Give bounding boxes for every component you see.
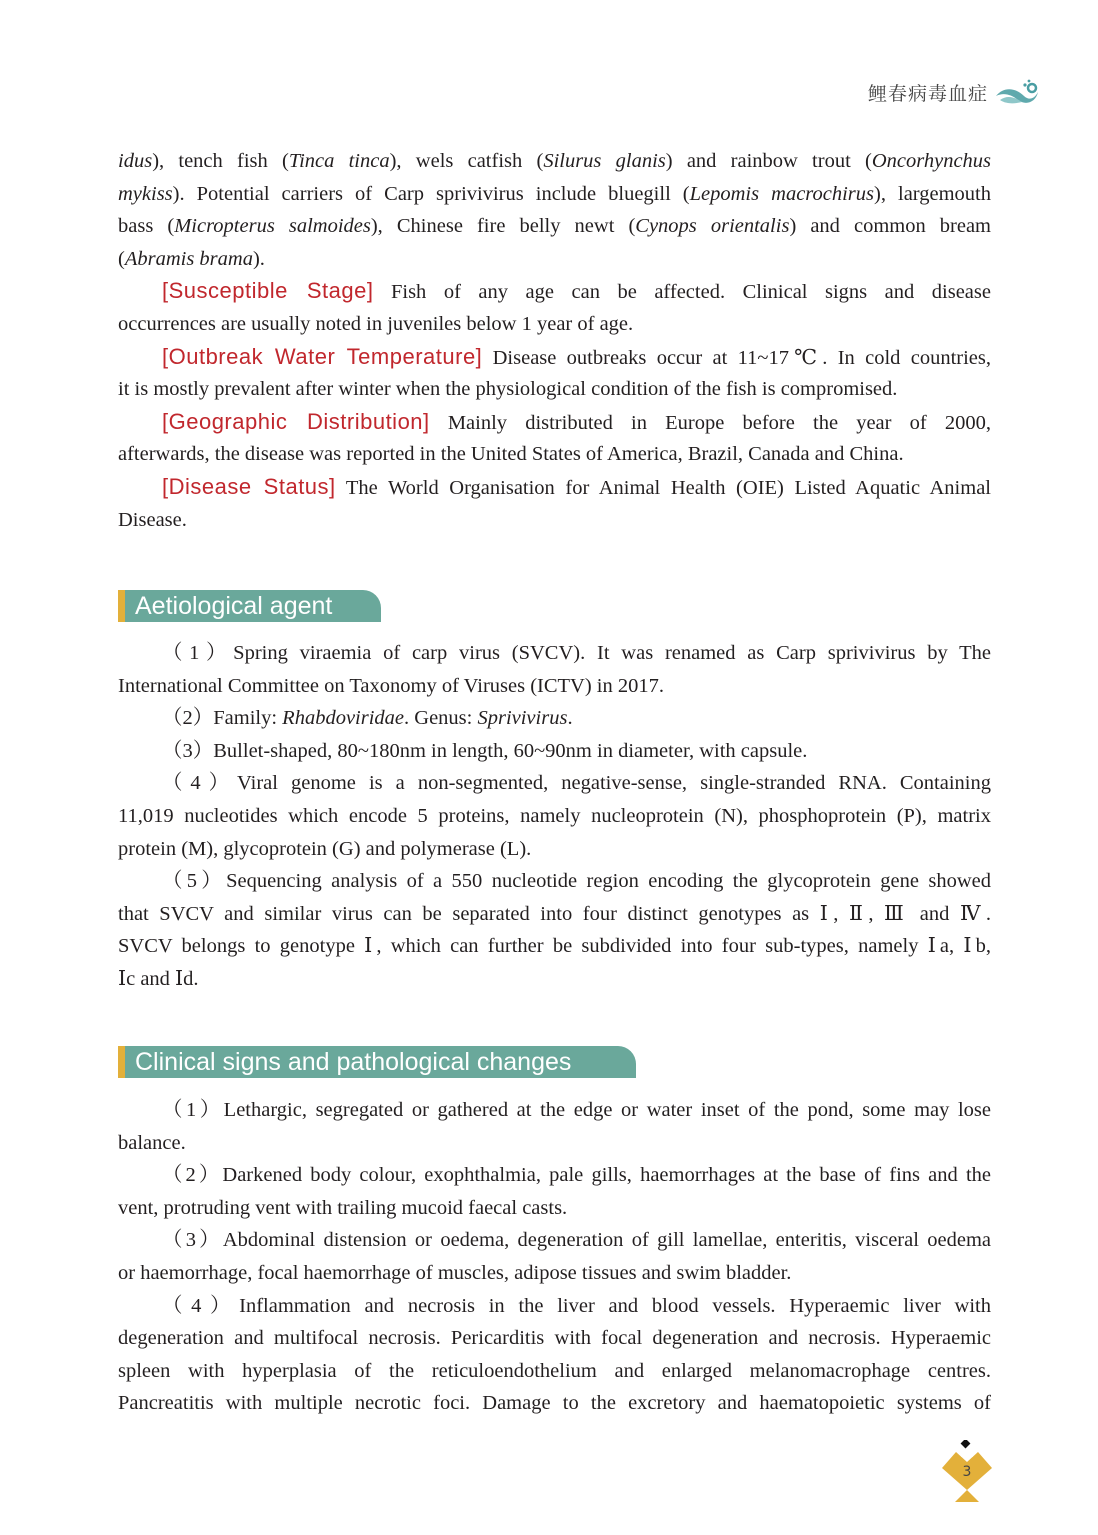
text-line	[118, 178, 991, 211]
text-run: ), largemouth	[874, 182, 991, 205]
text-line	[118, 1224, 991, 1257]
text-run: degeneration and multifocal necrosis. Pericarditis with focal degeneration and necrosis. Hyperaemic	[118, 1327, 991, 1350]
italic-term: Silurus glanis	[543, 150, 666, 172]
text-run: afterwards, the disease was reported in the United States of America, Brazil, Canada and China.	[118, 443, 904, 466]
text-run: (	[118, 247, 125, 270]
text-line	[118, 767, 991, 800]
text-line	[118, 504, 991, 537]
field-label: [Susceptible Stage]	[162, 278, 374, 304]
text-line	[118, 243, 991, 276]
text-run: bass (	[118, 215, 175, 238]
text-line	[118, 833, 991, 866]
text-line	[118, 702, 991, 735]
field-label: [Disease Status]	[162, 473, 336, 499]
text-run: Mainly distributed in Europe before the year of 2000,	[429, 411, 991, 434]
text-run: . Genus:	[404, 707, 478, 730]
text-run: Ⅰc and Ⅰd.	[118, 967, 199, 990]
clinical-signs-text	[118, 1094, 991, 1420]
italic-term: Tinca tinca	[288, 150, 390, 172]
intro-text-block	[118, 145, 991, 536]
text-line	[118, 471, 991, 504]
text-run: protein (M), glycoprotein (G) and polymerase (L).	[118, 837, 532, 860]
text-line	[118, 1159, 991, 1192]
section-heading-clinical-signs: Clinical signs and pathological changes	[118, 1046, 636, 1078]
italic-term: Rhabdoviridae	[282, 707, 405, 730]
text-run: it is mostly prevalent after winter when the physiological condition of the fish is compromised.	[118, 378, 898, 401]
aetiological-agent-text	[118, 637, 991, 996]
text-run: Disease outbreaks occur at 11~17℃. In cold countries,	[482, 346, 992, 369]
text-run: SVCV belongs to genotype Ⅰ, which can further be subdivided into four sub-types, namely Ⅰa, Ⅰb,	[118, 935, 991, 958]
field-label: [Geographic Distribution]	[162, 408, 430, 434]
text-line	[118, 1355, 991, 1388]
text-run: .	[567, 707, 573, 730]
text-run: International Committee on Taxonomy of Viruses (ICTV) in 2017.	[118, 674, 665, 697]
text-run: ), Chinese fire belly newt (	[370, 215, 636, 238]
text-run: 11,019 nucleotides which encode 5 proteins, namely nucleoprotein (N), phosphoprotein (P), matrix	[118, 804, 991, 827]
text-run: occurrences are usually noted in juveniles below 1 year of age.	[118, 312, 634, 335]
running-header-title: 鲤春病毒血症	[867, 82, 988, 105]
text-line	[118, 406, 991, 439]
text-run: spleen with hyperplasia of the reticuloendothelium and enlarged melanomacrophage centres.	[118, 1359, 991, 1382]
text-run: （1）Lethargic, segregated or gathered at the edge or water inset of the pond, some may lose	[162, 1099, 991, 1121]
text-run: Disease.	[118, 508, 187, 531]
text-run: ). Potential carriers of Carp sprivivirus include bluegill (	[172, 182, 690, 205]
text-line	[118, 637, 991, 670]
text-line	[118, 341, 991, 374]
page-number: 3	[962, 1464, 972, 1480]
text-line	[118, 308, 991, 341]
text-run: balance.	[118, 1131, 186, 1154]
text-run: （1）Spring viraemia of carp virus (SVCV). It was renamed as Carp sprivivirus by The	[162, 642, 991, 664]
text-line	[118, 275, 991, 308]
text-run: （2）Family:	[162, 707, 283, 730]
text-line	[118, 210, 991, 243]
text-run: ) and common bream	[789, 215, 992, 238]
field-label: [Outbreak Water Temperature]	[162, 343, 483, 369]
italic-term: Sprivivirus	[477, 707, 568, 730]
italic-term: Oncorhynchus	[871, 150, 992, 172]
text-run: that SVCV and similar virus can be separated into four distinct genotypes as Ⅰ, Ⅱ, Ⅲ and Ⅳ.	[118, 902, 991, 925]
text-line	[118, 735, 991, 768]
text-run: ) and rainbow trout (	[665, 150, 872, 172]
italic-term: Micropterus salmoides	[174, 215, 371, 238]
section-heading-aetiological-agent: Aetiological agent	[118, 590, 381, 622]
italic-term: Lepomis macrochirus	[689, 182, 875, 205]
text-line	[118, 1192, 991, 1225]
text-line	[118, 800, 991, 833]
text-run: or haemorrhage, focal haemorrhage of muscles, adipose tissues and swim bladder.	[118, 1261, 792, 1284]
wave-logo-icon	[994, 78, 1040, 106]
text-line	[118, 963, 991, 996]
text-run: （5）Sequencing analysis of a 550 nucleotide region encoding the glycoprotein gene showed	[162, 870, 991, 893]
text-line	[118, 898, 991, 931]
text-line	[118, 145, 991, 178]
italic-term: Abramis brama	[124, 247, 253, 270]
text-run: Pancreatitis with multiple necrotic foci. Damage to the excretory and haematopoietic systems of	[118, 1392, 991, 1415]
text-line	[118, 438, 991, 471]
text-line	[118, 865, 991, 898]
page-number-badge	[940, 1440, 994, 1504]
text-run: ), tench fish (	[152, 150, 289, 172]
text-run: （4）Inflammation and necrosis in the liver and blood vessels. Hyperaemic liver with	[162, 1294, 991, 1317]
text-line	[118, 1387, 991, 1420]
text-run: vent, protruding vent with trailing mucoid faecal casts.	[118, 1196, 568, 1219]
text-line	[118, 1127, 991, 1160]
text-line	[118, 1094, 991, 1127]
running-header	[868, 78, 1040, 106]
italic-term: idus	[118, 150, 153, 172]
italic-term: mykiss	[118, 182, 173, 205]
text-line	[118, 930, 991, 963]
text-run: （4）Viral genome is a non-segmented, negative-sense, single-stranded RNA. Containing	[162, 772, 991, 795]
text-line	[118, 373, 991, 406]
text-line	[118, 670, 991, 703]
text-line	[118, 1322, 991, 1355]
text-run: Fish of any age can be affected. Clinical signs and disease	[373, 281, 991, 304]
italic-term: Cynops orientalis	[635, 215, 790, 238]
text-run: （3）Abdominal distension or oedema, degeneration of gill lamellae, enteritis, visceral oedema	[162, 1229, 991, 1252]
text-run: （3）Bullet-shaped, 80~180nm in length, 60~90nm in diameter, with capsule.	[162, 739, 808, 762]
text-run: ).	[252, 247, 265, 270]
text-run: The World Organisation for Animal Health (OIE) Listed Aquatic Animal	[335, 476, 991, 499]
text-line	[118, 1257, 991, 1290]
text-run: （2）Darkened body colour, exophthalmia, pale gills, haemorrhages at the base of fins and the	[162, 1164, 991, 1187]
text-run: ), wels catfish (	[389, 150, 544, 172]
text-line	[118, 1290, 991, 1323]
